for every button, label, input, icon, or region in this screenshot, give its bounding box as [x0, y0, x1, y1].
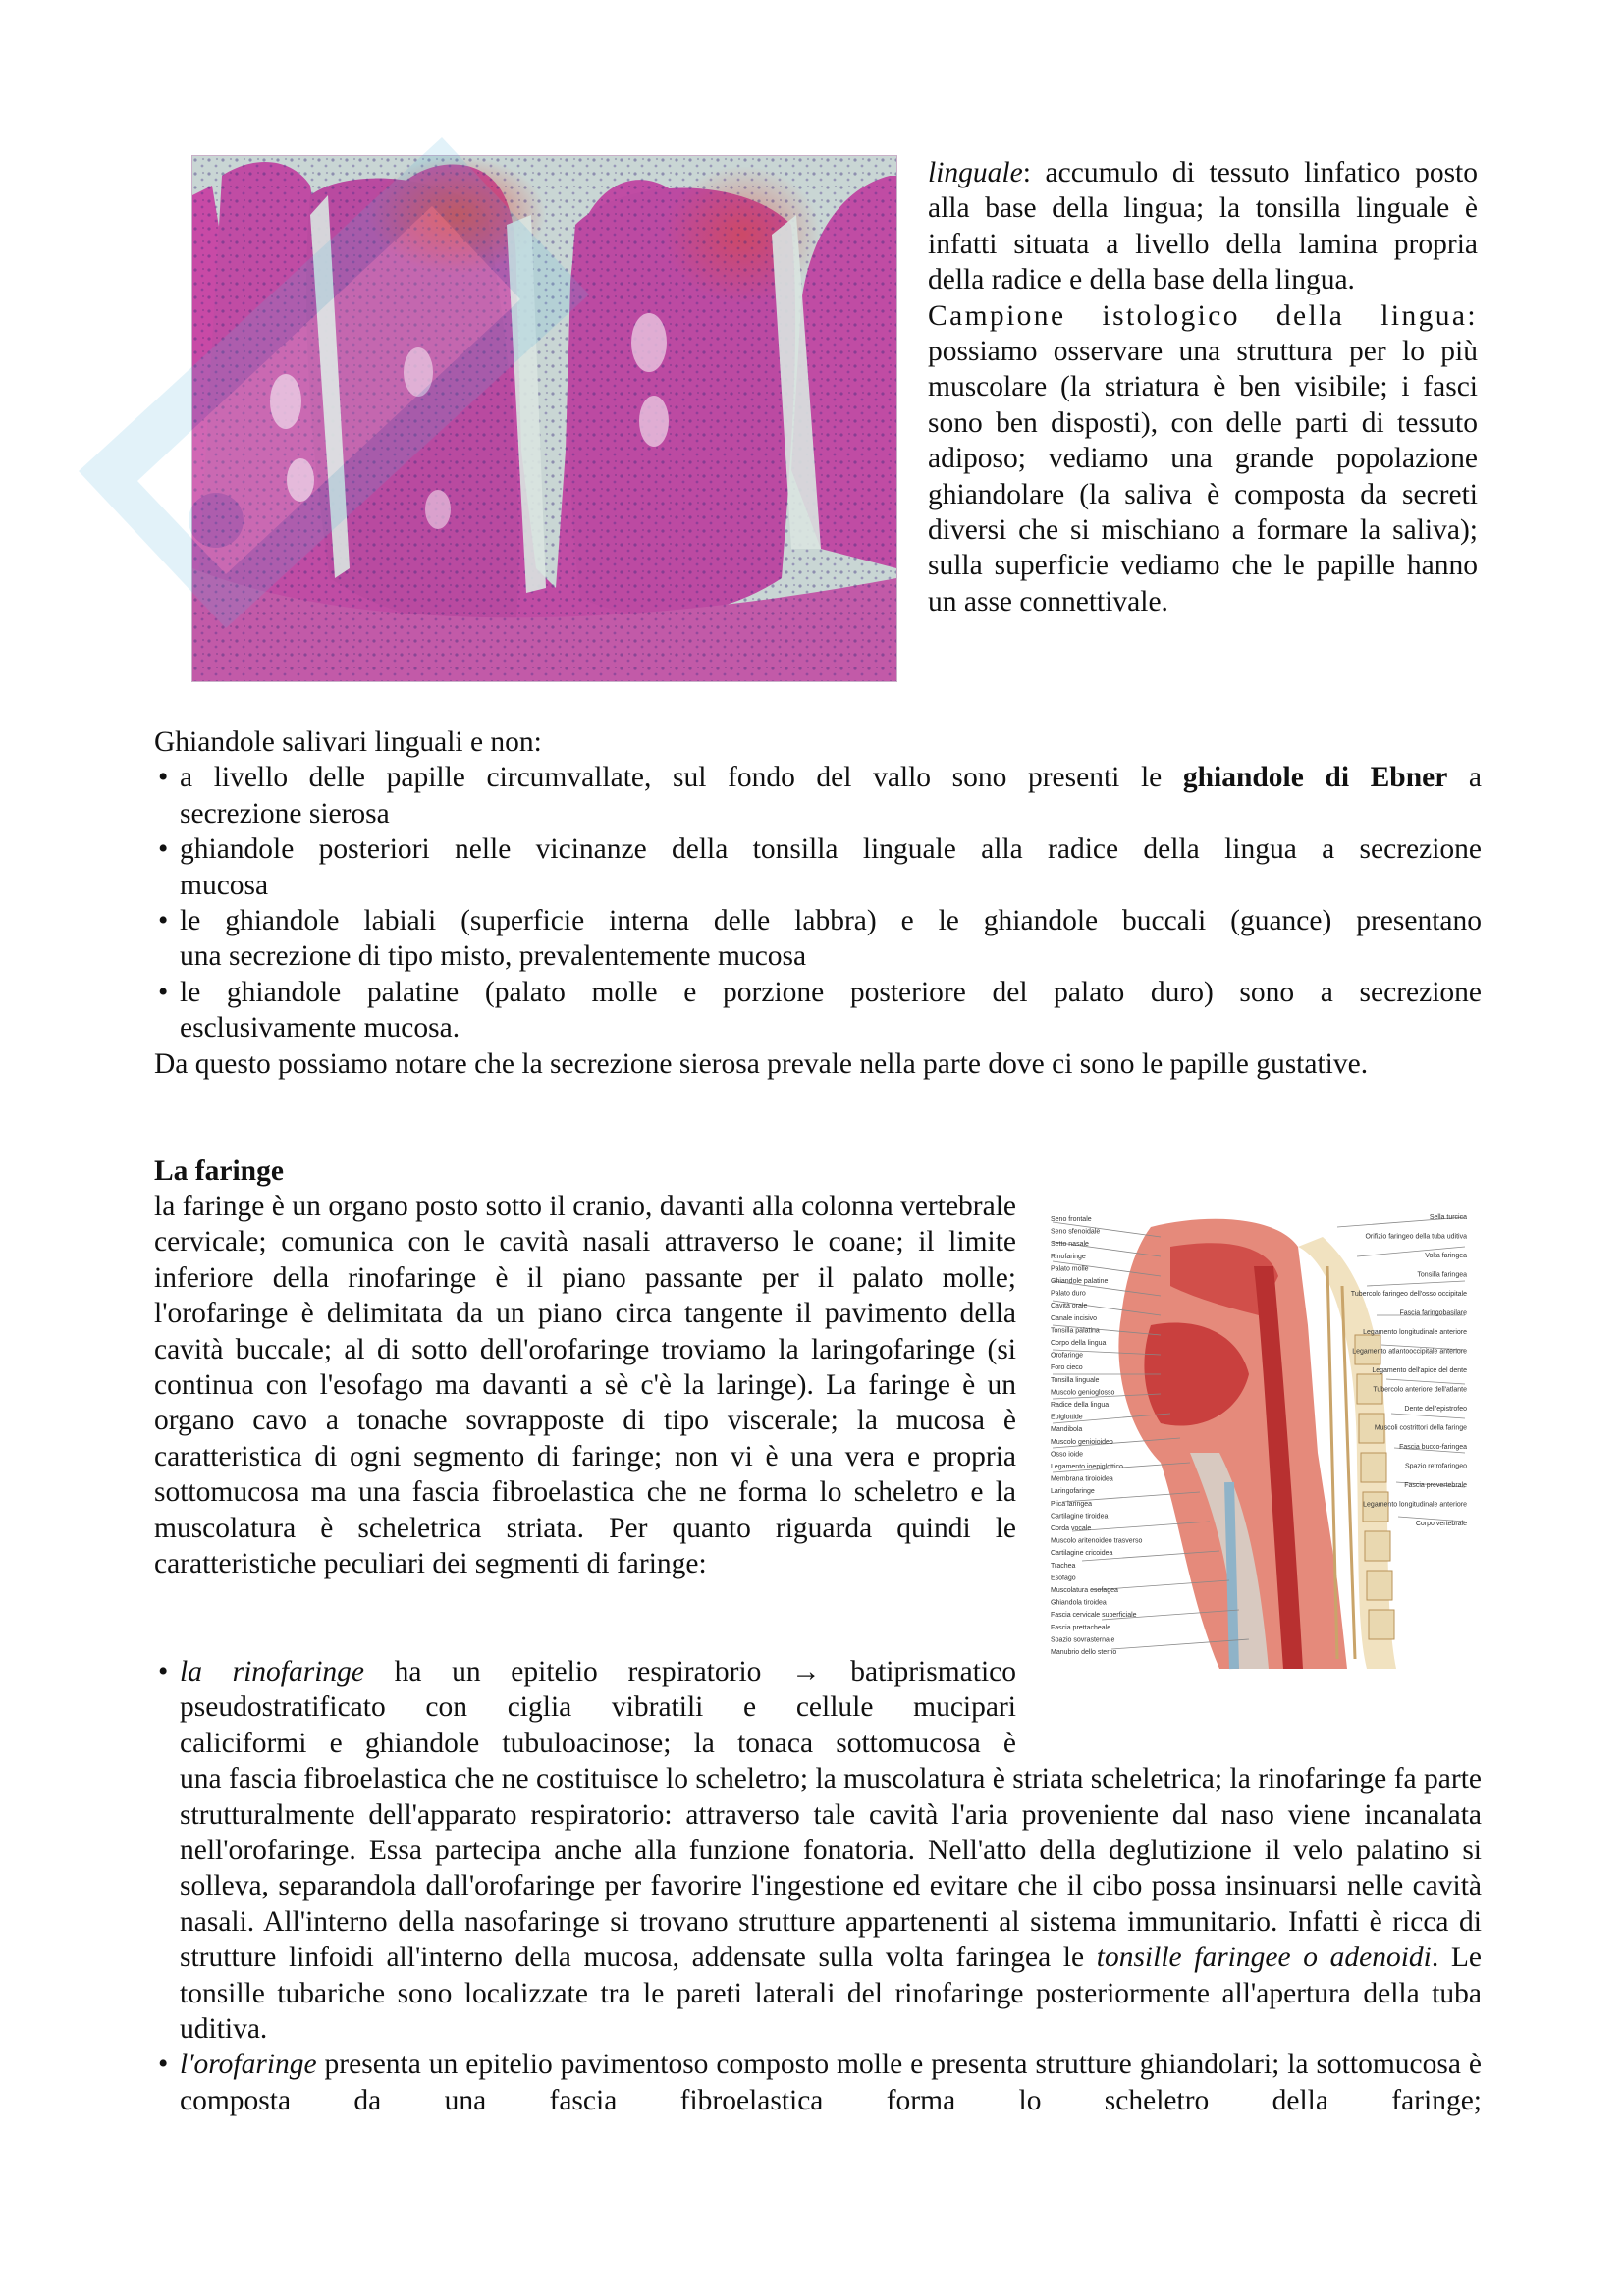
- anatomy-label-left: Canale incisivo: [1051, 1314, 1098, 1322]
- anatomy-label-left: Mandibola: [1051, 1426, 1083, 1434]
- anatomy-label-right: Muscoli costrittori della faringe: [1374, 1424, 1467, 1432]
- anatomy-label-right: Tonsilla faringea: [1417, 1271, 1467, 1279]
- anatomy-label-left: Osso ioide: [1051, 1451, 1084, 1459]
- anatomy-label-left: Laringofaringe: [1051, 1488, 1095, 1496]
- anatomy-label-left: Corpo della lingua: [1051, 1340, 1107, 1347]
- anatomy-label-left: Foro cieco: [1051, 1364, 1083, 1372]
- anatomy-label-left: Cavità orale: [1051, 1303, 1088, 1310]
- glands-intro: Ghiandole salivari linguali e non:: [154, 726, 542, 758]
- anatomy-label-left: Trachea: [1051, 1562, 1076, 1570]
- anatomy-label-right: Fascia prevertebrale: [1404, 1482, 1467, 1489]
- pharynx-sagittal-section-figure: [1043, 1207, 1475, 1688]
- anatomy-label-left: Fascia cervicale superficiale: [1051, 1612, 1137, 1620]
- anatomy-label-right: Volta faringea: [1425, 1253, 1467, 1259]
- faringe-intro: la faringe è un organo posto sotto il cranio, davanti alla colonna vertebrale cervicale; comunica con le cavità nasali attraverso le coane; il limite inferiore della rinofaringe è il piano passante per il palato molle; l'orofaringe è delimitata da un piano circa tangente il pavimento della cavità buccale; al di sotto dell'orofaringe troviamo la laringofaringe (si continua con l'esofago ma davanti a sè c'è la laringe). La faringe è un organo cavo a tonache sovrapposte di tipo viscerale; la mucosa è caratteristica di ogni segmento di faringe; non vi è una vera e propria sottomucosa ma una fascia fibroelastica che ne forma lo scheletro e la muscolatura è scheletrica striata. Per quanto riguarda quindi le caratteristiche peculiari dei segmenti di faringe:: [154, 1191, 1016, 1580]
- anatomy-label-left: Tonsilla palatina: [1051, 1327, 1100, 1335]
- anatomy-label-left: Muscolatura esofagea: [1051, 1587, 1118, 1594]
- anatomy-label-right: Fascia bucco-faringea: [1399, 1444, 1467, 1451]
- anatomy-label-left: Membrana tiroioidea: [1051, 1475, 1113, 1483]
- anatomy-label-right: Sella turcica: [1429, 1214, 1467, 1221]
- anatomy-label-right: Spazio retrofaringeo: [1404, 1463, 1467, 1470]
- rinofaringe-bullet: • la rinofaringe ha un epitelio respiratorio → batiprismatico pseudostratificato con ciglia vibratili e cellule mucipari caliciformi e ghiandole tubuloacinose; la tonaca sottomucosa è una fascia fibroelastica che ne costituisce lo scheletro; la muscolatura è striata scheletrica; la rinofaringe fa parte strutturalmente dell'apparato respiratorio: attraverso tale cavità l'aria proveniente dal naso viene incanalata nell'orofaringe. Essa partecipa anche alla funzione fonatoria. Nell'atto della deglutizione il velo palatino si solleva, separandola dall'orofaringe per favorire l'ingestione ed evitare che il cibo possa insinuarsi nelle cavità nasali. All'interno della nasofaringe si trovano strutture appartenenti al sistema immunitario. Infatti è ricca di strutture linfoidi all'interno della mucosa, addensate sulla volta faringea le tonsille faringee o adenoidi. Le tonsille tubariche sono localizzate tra le pareti laterali del rinofaringe posteriormente all'apertura della tuba uditiva.: [158, 1656, 1482, 2046]
- anatomy-label-left: Rinofaringe: [1051, 1253, 1086, 1260]
- anatomy-label-right: Tubercolo faringeo dell'osso occipitale: [1350, 1291, 1467, 1298]
- anatomy-label-right: Orifizio faringeo della tuba uditiva: [1365, 1233, 1467, 1241]
- anatomy-label-left: Muscolo genioioideo: [1051, 1438, 1113, 1446]
- bullet-dot: •: [158, 1656, 169, 1687]
- anatomy-label-left: Ghiandola tiroidea: [1051, 1599, 1107, 1607]
- lingual-tonsil-description: [928, 155, 1478, 619]
- anatomy-label-left: Radice della lingua: [1051, 1402, 1110, 1409]
- anatomy-label-right: Legamento dell'apice del dente: [1372, 1367, 1467, 1374]
- anatomy-label-left: Cartilagine tiroidea: [1051, 1513, 1109, 1521]
- gland-bullet-labial: • le ghiandole labiali (superficie interna delle labbra) e le ghiandole buccali (guance) presentano una secrezione di tipo misto, prevalentemente mucosa: [158, 905, 1482, 973]
- gland-bullet-ebner: • a livello delle papille circumvallate, sul fondo del vallo sono presenti le ghiandole di Ebner a secrezione sierosa: [158, 762, 1483, 829]
- anatomy-label-left: Spazio sovrasternale: [1051, 1636, 1115, 1644]
- anatomy-label-left: Plica laringea: [1051, 1500, 1093, 1508]
- anatomy-label-left: Manubrio dello sterno: [1051, 1649, 1117, 1656]
- gland-bullet-palatine: • le ghiandole palatine (palato molle e porzione posteriore del palato duro) sono a secrezione esclusivamente mucosa.: [158, 976, 1482, 1044]
- anatomy-label-left: Palato molle: [1051, 1265, 1089, 1273]
- gland-bullet-posterior: • ghiandole posteriori nelle vicinanze della tonsilla linguale alla radice della lingua a secrezione mucosa: [158, 833, 1482, 901]
- rinofaringe-term: la rinofaringe: [180, 1656, 364, 1687]
- bullet-dot: •: [158, 905, 169, 937]
- anatomy-label-left: Seno frontale: [1051, 1216, 1092, 1223]
- anatomy-label-left: Ghiandole palatine: [1051, 1278, 1109, 1285]
- anatomy-label-left: Muscolo aritenoideo trasverso: [1051, 1537, 1143, 1545]
- anatomy-label-left: Legamento ioepiglottico: [1051, 1464, 1123, 1470]
- campione-body: possiamo osservare una struttura per lo più muscolare (la striatura è ben visibile; i fasci sono ben disposti), con delle parti di tessuto adiposo; vediamo una grande popolazione ghiandolare (la saliva è composta da secreti diversi che si mischiano a formare la saliva); sulla superficie vediamo che le papille hanno un asse connettivale.: [928, 336, 1478, 617]
- anatomy-label-left: Muscolo genioglosso: [1051, 1389, 1115, 1397]
- salivary-glands-section: [154, 724, 1482, 1082]
- linguale-term: linguale: [928, 157, 1023, 188]
- anatomy-label-right: Tubercolo anteriore dell'atlante: [1373, 1386, 1467, 1394]
- anatomy-label-left: Epiglottide: [1051, 1414, 1083, 1421]
- anatomy-label-left: Orofaringe: [1051, 1352, 1084, 1360]
- anatomy-label-left: Setto nasale: [1051, 1241, 1089, 1249]
- faringe-segments-list: [154, 1654, 1482, 2118]
- campione-heading: Campione istologico della lingua:: [928, 299, 1478, 332]
- bullet-dot: •: [158, 976, 169, 1008]
- anatomy-label-right: Corpo vertebrale: [1415, 1521, 1467, 1527]
- orofaringe-bullet: • l'orofaringe presenta un epitelio pavimentoso composto molle e presenta strutture ghiandolari; la sottomucosa è composta da una fascia fibroelastica forma lo scheletro della faringe;: [158, 2049, 1482, 2116]
- glands-conclusion: Da questo possiamo notare che la secrezione sierosa prevale nella parte dove ci sono le papille gustative.: [154, 1047, 1369, 1080]
- anatomy-label-left: Cartilagine cricoidea: [1051, 1550, 1113, 1558]
- bullet-dot: •: [158, 833, 169, 866]
- anatomy-label-right: Dente dell'epistrofeo: [1404, 1406, 1467, 1413]
- tongue-histology-image: [191, 155, 897, 682]
- arrow-icon: →: [791, 1656, 821, 1687]
- anatomy-label-right: Legamento atlantooccipitale anteriore: [1352, 1348, 1467, 1356]
- anatomy-label-right: Fascia faringobasilare: [1399, 1309, 1467, 1317]
- anatomy-label-left: Esofago: [1051, 1575, 1076, 1582]
- anatomy-label-left: Tonsilla linguale: [1051, 1376, 1100, 1384]
- anatomy-label-left: Palato duro: [1051, 1290, 1086, 1298]
- anatomy-label-left: Corda vocale: [1051, 1525, 1092, 1532]
- anatomy-label-right: Legamento longitudinale anteriore: [1363, 1329, 1467, 1336]
- ebner-term: ghiandole di Ebner: [1182, 762, 1448, 794]
- section-title-faringe: La faringe: [154, 1155, 284, 1187]
- adenoidi-term: tonsille faringee o adenoidi: [1096, 1942, 1432, 1974]
- bullet-dot: •: [158, 762, 169, 794]
- anatomy-label-left: Fascia prettacheale: [1051, 1624, 1111, 1631]
- orofaringe-term: l'orofaringe: [180, 2049, 317, 2081]
- anatomy-label-right: Legamento longitudinale anteriore: [1363, 1501, 1467, 1509]
- bullet-dot: •: [158, 2049, 169, 2081]
- anatomy-label-left: Seno sfenoidale: [1051, 1228, 1101, 1236]
- linguale-text: : accumulo di tessuto linfatico posto alla base della lingua; la tonsilla linguale è infatti situata a livello della lamina propria della radice e della base della lingua.: [928, 157, 1478, 296]
